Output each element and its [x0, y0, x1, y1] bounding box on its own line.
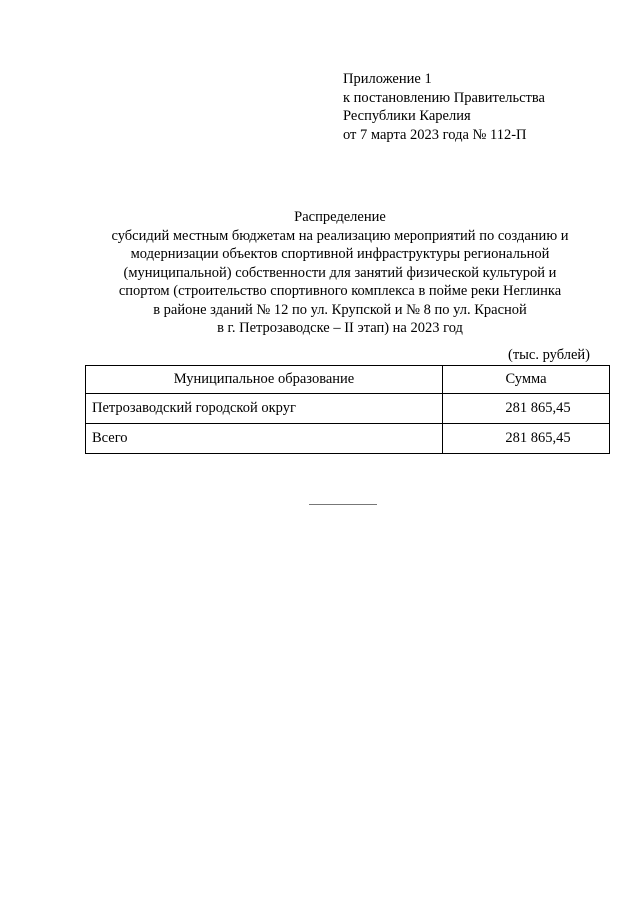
table-header-row: [86, 366, 610, 394]
title-line: спортом (строительство спортивного комплекса в пойме реки Неглинка: [118, 283, 562, 299]
table-row: [86, 394, 610, 424]
title-heading: Распределение: [294, 209, 386, 225]
amount-cell: 281 865,45: [443, 394, 610, 424]
title-line: (муниципальной) собственности для занятий физической культурой и: [123, 264, 557, 281]
column-header-amount: Сумма: [443, 366, 610, 394]
total-amount-cell: 281 865,45: [443, 424, 610, 454]
title-line: в г. Петрозаводске – II этап) на 2023 год: [217, 320, 463, 336]
units-label: (тыс. рублей): [508, 347, 590, 363]
appendix-line: от 7 марта 2023 года № 112-П: [343, 126, 527, 143]
title-line: в районе зданий № 12 по ул. Крупской и № 8 по ул. Красной: [153, 301, 527, 318]
document-title: [60, 208, 620, 338]
appendix-line: Республики Карелия: [343, 108, 471, 124]
municipality-cell: Петрозаводский городской округ: [86, 394, 443, 424]
title-line: модернизации объектов спортивной инфраструктуры региональной: [130, 246, 550, 262]
appendix-block: [343, 70, 545, 144]
table-row-total: [86, 424, 610, 454]
end-separator-line: [309, 504, 377, 505]
total-label-cell: Всего: [86, 424, 443, 454]
column-header-municipality: Муниципальное образование: [86, 366, 443, 394]
appendix-line: Приложение 1: [343, 71, 432, 87]
distribution-table: [85, 365, 610, 454]
appendix-line: к постановлению Правительства: [343, 89, 545, 106]
title-line: субсидий местным бюджетам на реализацию мероприятий по созданию и: [111, 227, 569, 244]
